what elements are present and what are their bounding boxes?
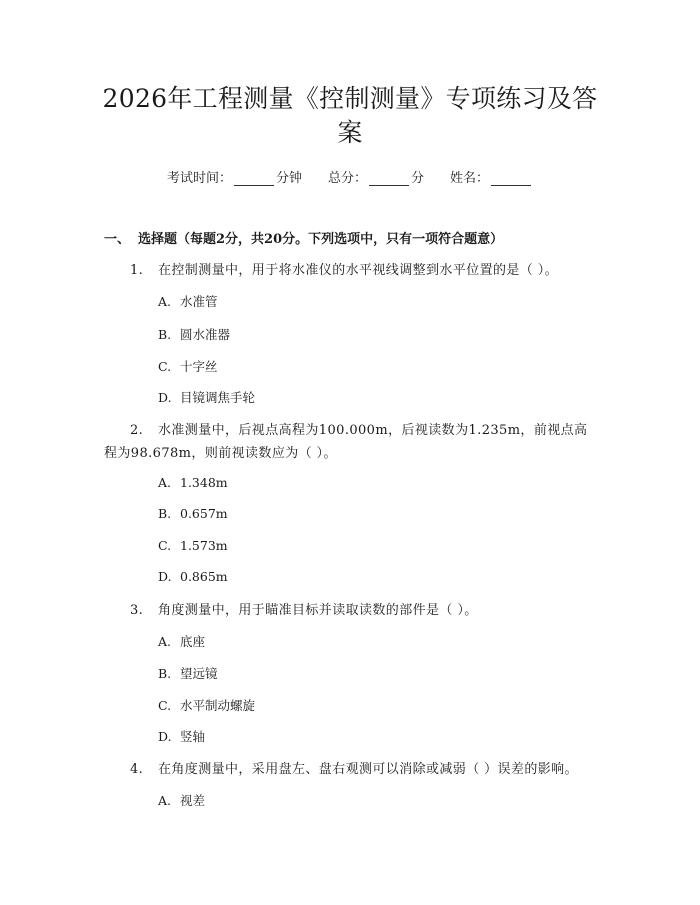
option-1-a: A. 水准管 (158, 294, 218, 309)
option-3-d: D. 竖轴 (158, 729, 206, 744)
question-text: 角度测量中，用于瞄准目标并读取读数的部件是（ ）。 (158, 603, 478, 618)
exam-info-line (0, 167, 700, 186)
question-2 (104, 419, 596, 465)
question-number: 3. (130, 603, 144, 618)
question-text: 水准测量中，后视点高程为100.000m，后视读数为1.235m，前视点高程为98.678m，则前视读数应为（ ）。 (104, 423, 588, 461)
total-score-label: 总分： (327, 171, 367, 186)
option-1-c: C. 十字丝 (158, 359, 218, 374)
question-3 (104, 599, 596, 622)
section-title: 选择题（每题2分，共20分。下列选项中，只有一项符合题意） (138, 232, 504, 247)
option-4-a: A. 视差 (158, 793, 206, 808)
option-3-a: A. 底座 (158, 634, 206, 649)
option-2-b: B. 0.657m (158, 506, 228, 521)
option-2-d: D. 0.865m (158, 569, 228, 584)
question-1 (104, 259, 596, 282)
total-score-field (328, 167, 424, 186)
option-1-b: B. 圆水准器 (158, 327, 231, 342)
name-label: 姓名： (450, 171, 490, 186)
document-title: 2026年工程测量《控制测量》专项练习及答案 (102, 84, 598, 147)
exam-time-unit: 分钟 (275, 171, 302, 186)
question-text: 在控制测量中，用于将水准仪的水平视线调整到水平位置的是（ ）。 (158, 263, 559, 278)
section-number: 一、 (104, 232, 131, 247)
total-score-blank (369, 171, 409, 186)
option-3-c: C. 水平制动螺旋 (158, 698, 256, 713)
exam-time-label: 考试时间： (166, 171, 232, 186)
total-score-unit: 分 (411, 171, 425, 186)
section-heading (104, 228, 503, 247)
option-3-b: B. 望远镜 (158, 666, 218, 681)
option-1-d: D. 目镜调焦手轮 (158, 390, 256, 405)
name-blank (491, 171, 531, 186)
option-2-a: A. 1.348m (158, 475, 228, 490)
option-2-c: C. 1.573m (158, 538, 228, 553)
question-number: 4. (130, 762, 144, 777)
exam-time-field (167, 167, 302, 186)
question-number: 1. (130, 263, 144, 278)
question-number: 2. (130, 423, 144, 438)
question-4 (104, 758, 596, 781)
name-field (450, 167, 533, 186)
question-text: 在角度测量中，采用盘左、盘右观测可以消除或减弱（ ）误差的影响。 (158, 762, 578, 777)
exam-time-blank (234, 171, 274, 186)
